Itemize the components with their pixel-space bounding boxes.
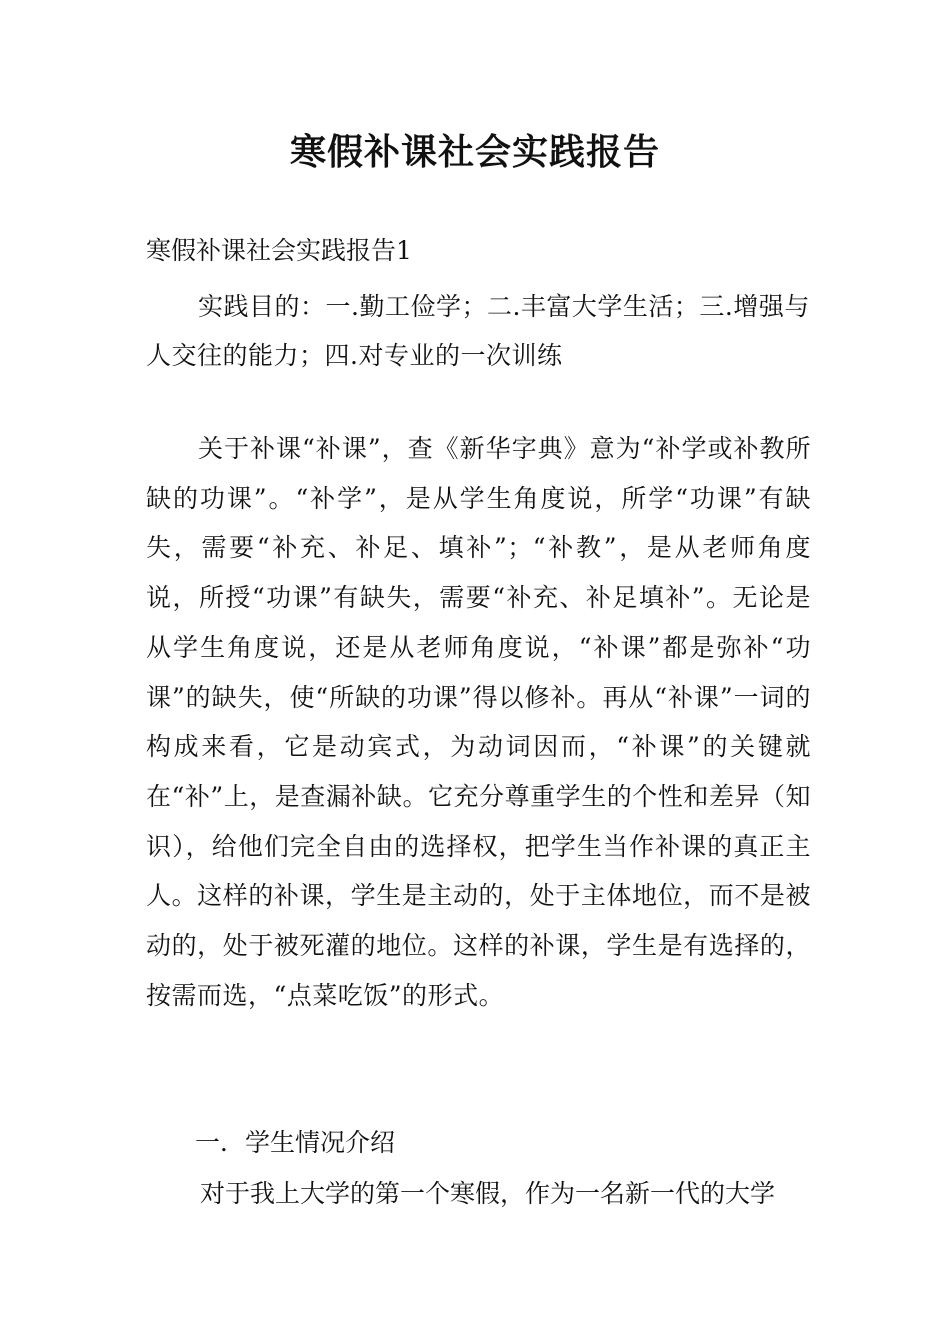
- section-heading-student-info: 一．学生情况介绍: [195, 1128, 396, 1157]
- section-paragraph-start: 对于我上大学的第一个寒假，作为一名新一代的大学: [200, 1179, 776, 1208]
- report-subtitle: 寒假补课社会实践报告1: [146, 236, 412, 265]
- practice-purpose-paragraph: 实践目的：一.勤工俭学；二.丰富大学生活；三.增强与人交往的能力；四.对专业的一次训练: [146, 292, 810, 370]
- document-title: 寒假补课社会实践报告: [289, 131, 660, 173]
- supplementary-class-paragraph: 关于补课“补课”，查《新华字典》意为“补学或补教所缺的功课”。“补学”，是从学生角度说，所学“功课”有缺失，需要“补充、补足、填补”；“补教”，是从老师角度说，所授“功课”有缺失，需要“补充、补足填补”。无论是从学生角度说，还是从老师角度说，“补课”都是弥补“功课”的缺失，使“所缺的功课”得以修补。再从“补课”一词的构成来看，它是动宾式，为动词因而，“补课”的关键就在“补”上，是查漏补缺。它充分尊重学生的个性和差异（知识），给他们完全自由的选择权，把学生当作补课的真正主人。这样的补课，学生是主动的，处于主体地位，而不是被动的，处于被死灌的地位。这样的补课，学生是有选择的，按需而选，“点菜吃饭”的形式。: [146, 434, 811, 1010]
